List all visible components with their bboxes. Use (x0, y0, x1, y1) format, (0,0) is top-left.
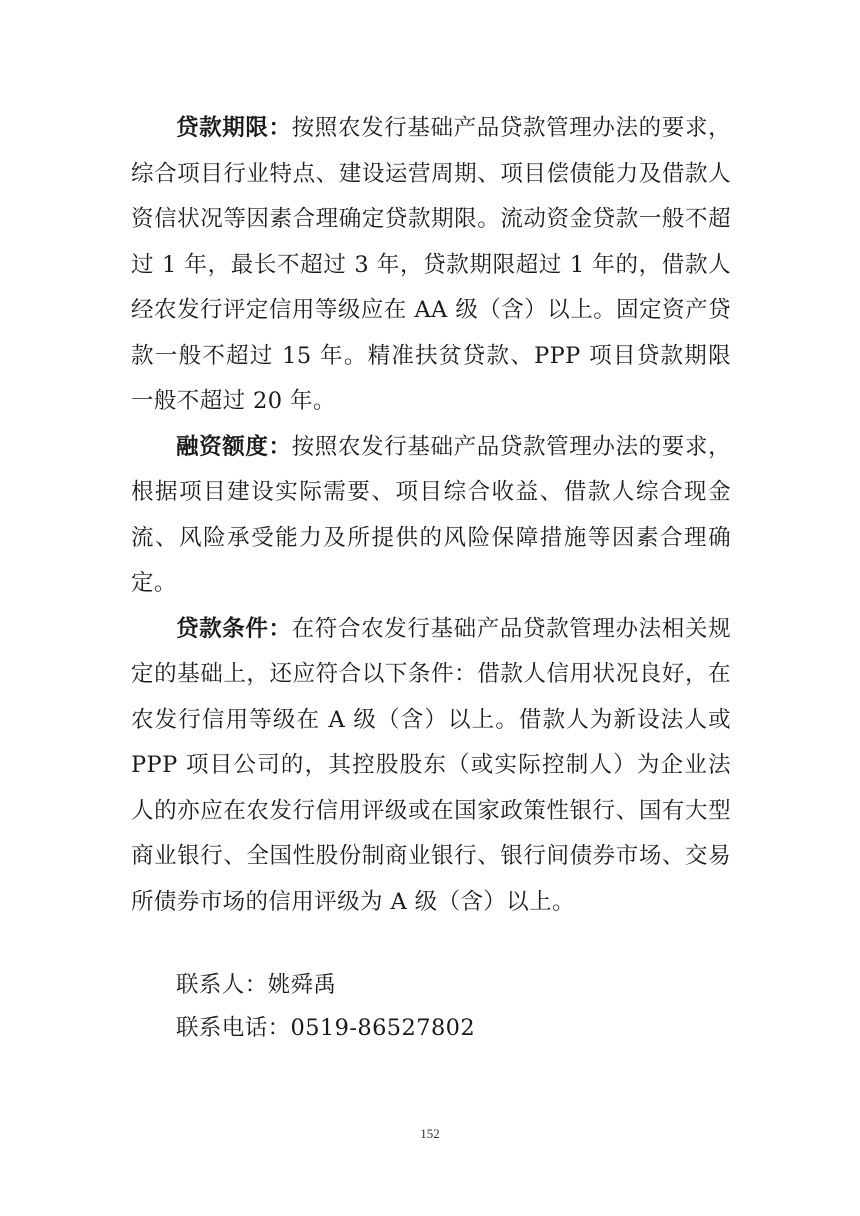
term-financing-amount: 融资额度： (176, 433, 292, 460)
paragraph-loan-conditions-text: 在符合农发行基础产品贷款管理办法相关规定的基础上，还应符合以下条件：借款人信用状况良好，在农发行信用等级在 A 级（含）以上。借款人为新设法人或 PPP 项目公司的，其控股股东（或实际控制人）为企业法人的亦应在农发行信用评级或在国家政策性银行、国有大型商业银行、全国性股份制商业银行、银行间债券市场、交易所债券市场的信用评级为 A 级（含）以上。 (131, 615, 731, 915)
contact-phone: 联系电话：0519-86527802 (176, 1015, 476, 1041)
term-loan-term: 贷款期限： (176, 115, 292, 141)
paragraph-loan-term (131, 106, 731, 425)
paragraph-financing-amount-text: 按照农发行基础产品贷款管理办法的要求，根据项目建设实际需要、项目综合收益、借款人综合现金流、风险承受能力及所提供的风险保障措施等因素合理确定。 (131, 433, 731, 596)
contact-person: 联系人：姚舜禹 (176, 972, 337, 998)
paragraph-loan-conditions (131, 607, 731, 926)
document-body (131, 106, 731, 925)
term-loan-conditions: 贷款条件： (176, 615, 292, 642)
paragraph-loan-term-text: 按照农发行基础产品贷款管理办法的要求，综合项目行业特点、建设运营周期、项目偿债能力及借款人资信状况等因素合理确定贷款期限。流动资金贷款一般不超过 1 年，最长不超过 3 年，贷款期限超过 1 年的，借款人经农发行评定信用等级应在 AA 级（含）以上。固定资产贷款一般不超过 15 年。精准扶贫贷款、PPP 项目贷款期限一般不超过 20 年。 (131, 115, 731, 414)
paragraph-financing-amount (131, 425, 731, 607)
page-number: 152 (420, 1126, 440, 1141)
